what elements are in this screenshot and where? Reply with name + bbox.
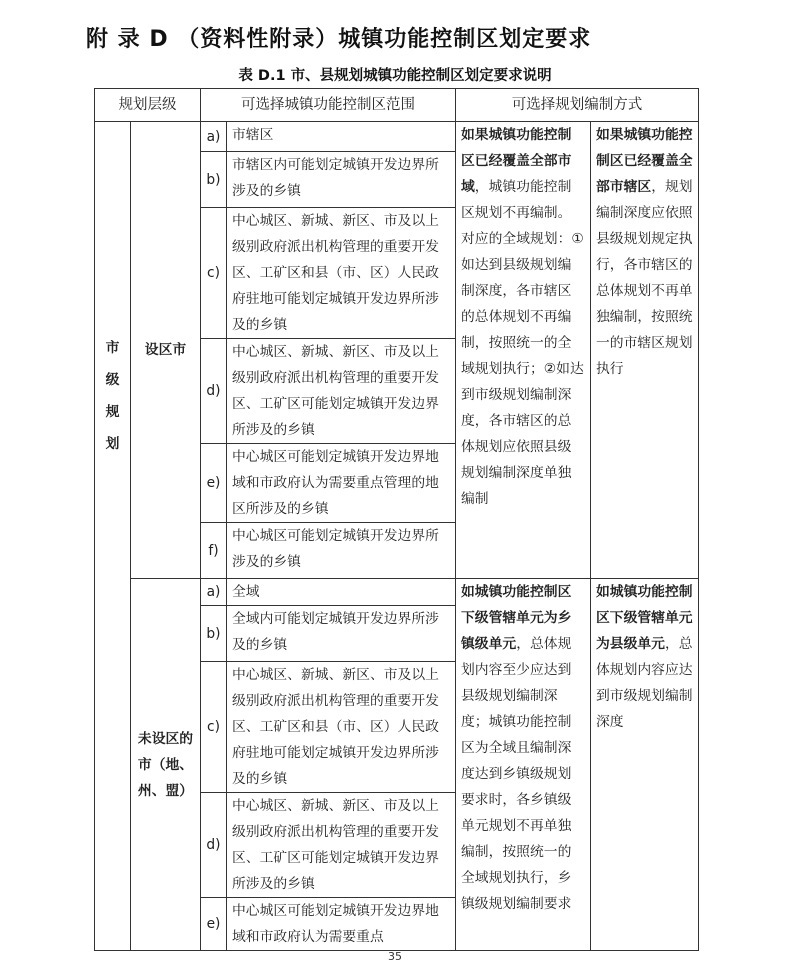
row-range: 全域内可能划定城镇开发边界所涉及的乡镇 bbox=[227, 606, 456, 662]
group2-method1-rest: ，总体规划内容至少应达到县级规划编制深度；城镇功能控制区为全域且编制深度达到乡镇级规划要求时，各乡镇级单元规划不再单独编制，按照统一的全域规划执行，乡镇级规划编制要求 bbox=[461, 636, 572, 912]
header-level: 规划层级 bbox=[95, 89, 201, 122]
row-letter: b) bbox=[201, 606, 227, 662]
group1-method2 bbox=[591, 122, 699, 579]
top-level-label bbox=[95, 122, 131, 951]
group2-label-text: 未设区的市（地、州、盟） bbox=[137, 730, 194, 799]
group2-method2-rest: ，总体规划内容应达到市级规划编制深度 bbox=[596, 636, 693, 730]
group1-method1-bold: 如果城镇功能控制区已经覆盖全部市域 bbox=[461, 127, 572, 195]
row-letter: d) bbox=[201, 339, 227, 444]
group1-method2-rest: ，规划编制深度应依照县级规划规定执行，各市辖区的总体规划不再单独编制，按照统一的市辖区规划执行 bbox=[596, 179, 693, 377]
row-range: 中心城区可能划定城镇开发边界地域和市政府认为需要重点 bbox=[227, 898, 456, 951]
group2-label bbox=[131, 579, 201, 951]
header-range: 可选择城镇功能控制区范围 bbox=[201, 89, 456, 122]
group2-method1 bbox=[456, 579, 591, 951]
row-letter: a) bbox=[201, 579, 227, 606]
group1-label: 设区市 bbox=[131, 122, 201, 579]
group2-method1-bold: 如城镇功能控制区下级管辖单元为乡镇级单元 bbox=[461, 584, 572, 652]
row-range: 中心城区、新城、新区、市及以上级别政府派出机构管理的重要开发区、工矿区和县（市、区）人民政府驻地可能划定城镇开发边界所涉及的乡镇 bbox=[227, 662, 456, 793]
group2-method2-bold: 如城镇功能控制区下级管辖单元为县级单元 bbox=[596, 584, 693, 652]
page-number: 35 bbox=[388, 950, 402, 963]
header-method: 可选择规划编制方式 bbox=[456, 89, 699, 122]
row-letter: c) bbox=[201, 208, 227, 339]
row-range: 中心城区可能划定城镇开发边界所涉及的乡镇 bbox=[227, 523, 456, 579]
group2-method2 bbox=[591, 579, 699, 951]
table-caption: 表 D.1 市、县规划城镇功能控制区划定要求说明 bbox=[238, 68, 552, 84]
row-letter: e) bbox=[201, 898, 227, 951]
group1-method2-bold: 如果城镇功能控制区已经覆盖全部市辖区 bbox=[596, 127, 693, 195]
requirements-table bbox=[94, 88, 699, 951]
row-range: 中心城区、新城、新区、市及以上级别政府派出机构管理的重要开发区、工矿区可能划定城镇开发边界所涉及的乡镇 bbox=[227, 339, 456, 444]
group1-method1 bbox=[456, 122, 591, 579]
row-letter: f) bbox=[201, 523, 227, 579]
row-range: 市辖区 bbox=[227, 122, 456, 152]
row-letter: b) bbox=[201, 152, 227, 208]
group1-method1-rest: ，城镇功能控制区规划不再编制。对应的全域规划：①如达到县级规划编制深度，各市辖区的总体规划不再编制，按照统一的全域规划执行；②如达到市级规划编制深度，各市辖区的总体规划应依照县级规划编制深度单独编制 bbox=[461, 179, 584, 507]
table-header-row bbox=[95, 89, 699, 122]
row-range: 全域 bbox=[227, 579, 456, 606]
row-range: 中心城区、新城、新区、市及以上级别政府派出机构管理的重要开发区、工矿区和县（市、区）人民政府驻地可能划定城镇开发边界所涉及的乡镇 bbox=[227, 208, 456, 339]
row-letter: e) bbox=[201, 444, 227, 523]
top-level-text: 市级规划 bbox=[105, 340, 120, 452]
table-row bbox=[95, 579, 699, 606]
page-title: 附 录 D （资料性附录）城镇功能控制区划定要求 bbox=[86, 27, 592, 52]
table-row bbox=[95, 122, 699, 152]
row-letter: a) bbox=[201, 122, 227, 152]
row-letter: d) bbox=[201, 793, 227, 898]
row-range: 中心城区可能划定城镇开发边界地域和市政府认为需要重点管理的地区所涉及的乡镇 bbox=[227, 444, 456, 523]
row-letter: c) bbox=[201, 662, 227, 793]
row-range: 市辖区内可能划定城镇开发边界所涉及的乡镇 bbox=[227, 152, 456, 208]
row-range: 中心城区、新城、新区、市及以上级别政府派出机构管理的重要开发区、工矿区可能划定城镇开发边界所涉及的乡镇 bbox=[227, 793, 456, 898]
